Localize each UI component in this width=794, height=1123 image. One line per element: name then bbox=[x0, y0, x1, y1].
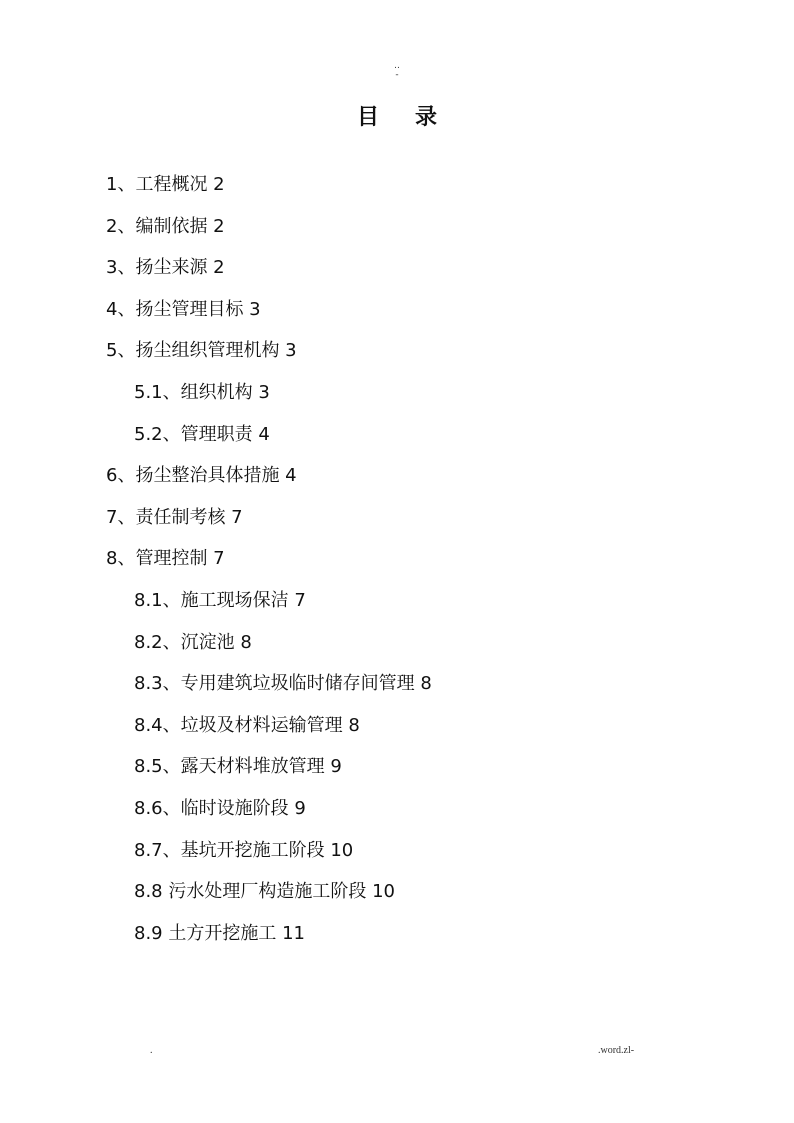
toc-entry[interactable]: 3、扬尘来源 2 bbox=[106, 257, 225, 279]
toc-entry[interactable]: 8.5、露天材料堆放管理 9 bbox=[134, 756, 342, 778]
toc-entry[interactable]: 1、工程概况 2 bbox=[106, 174, 225, 195]
toc-entry[interactable]: 5.2、管理职责 4 bbox=[134, 423, 270, 445]
footer-right-mark: .word.zl- bbox=[598, 1045, 635, 1056]
page-header-mark bbox=[0, 62, 794, 80]
toc-entry[interactable]: 8.2、沉淀池 8 bbox=[134, 631, 252, 653]
toc-title: 目录 bbox=[356, 105, 473, 130]
table-of-contents bbox=[0, 171, 794, 961]
header-mark-top: .. bbox=[394, 61, 400, 71]
toc-entry[interactable]: 8.8 污水处理厂构造施工阶段 10 bbox=[134, 881, 395, 903]
toc-entry[interactable]: 8.6、临时设施阶段 9 bbox=[134, 797, 306, 819]
toc-entry[interactable]: 8.9 土方开挖施工 11 bbox=[134, 922, 305, 944]
toc-entry[interactable]: 6、扬尘整治具体措施 4 bbox=[106, 465, 297, 487]
toc-entry[interactable]: 8.3、专用建筑垃圾临时储存间管理 8 bbox=[134, 673, 432, 695]
footer-left-mark: . bbox=[150, 1045, 153, 1056]
toc-entry[interactable]: 7、责任制考核 7 bbox=[106, 506, 243, 528]
header-mark-bottom: - bbox=[395, 70, 399, 80]
toc-entry[interactable]: 8.4、垃圾及材料运输管理 8 bbox=[134, 714, 360, 736]
toc-entry[interactable]: 8.1、施工现场保洁 7 bbox=[134, 589, 306, 611]
toc-entry[interactable]: 5、扬尘组织管理机构 3 bbox=[106, 340, 297, 362]
toc-entry[interactable]: 8.7、基坑开挖施工阶段 10 bbox=[134, 839, 354, 861]
toc-entry[interactable]: 8、管理控制 7 bbox=[106, 548, 225, 570]
toc-entry[interactable]: 4、扬尘管理目标 3 bbox=[106, 298, 261, 320]
toc-entry[interactable]: 5.1、组织机构 3 bbox=[134, 381, 270, 403]
toc-entry[interactable]: 2、编制依据 2 bbox=[106, 215, 225, 237]
